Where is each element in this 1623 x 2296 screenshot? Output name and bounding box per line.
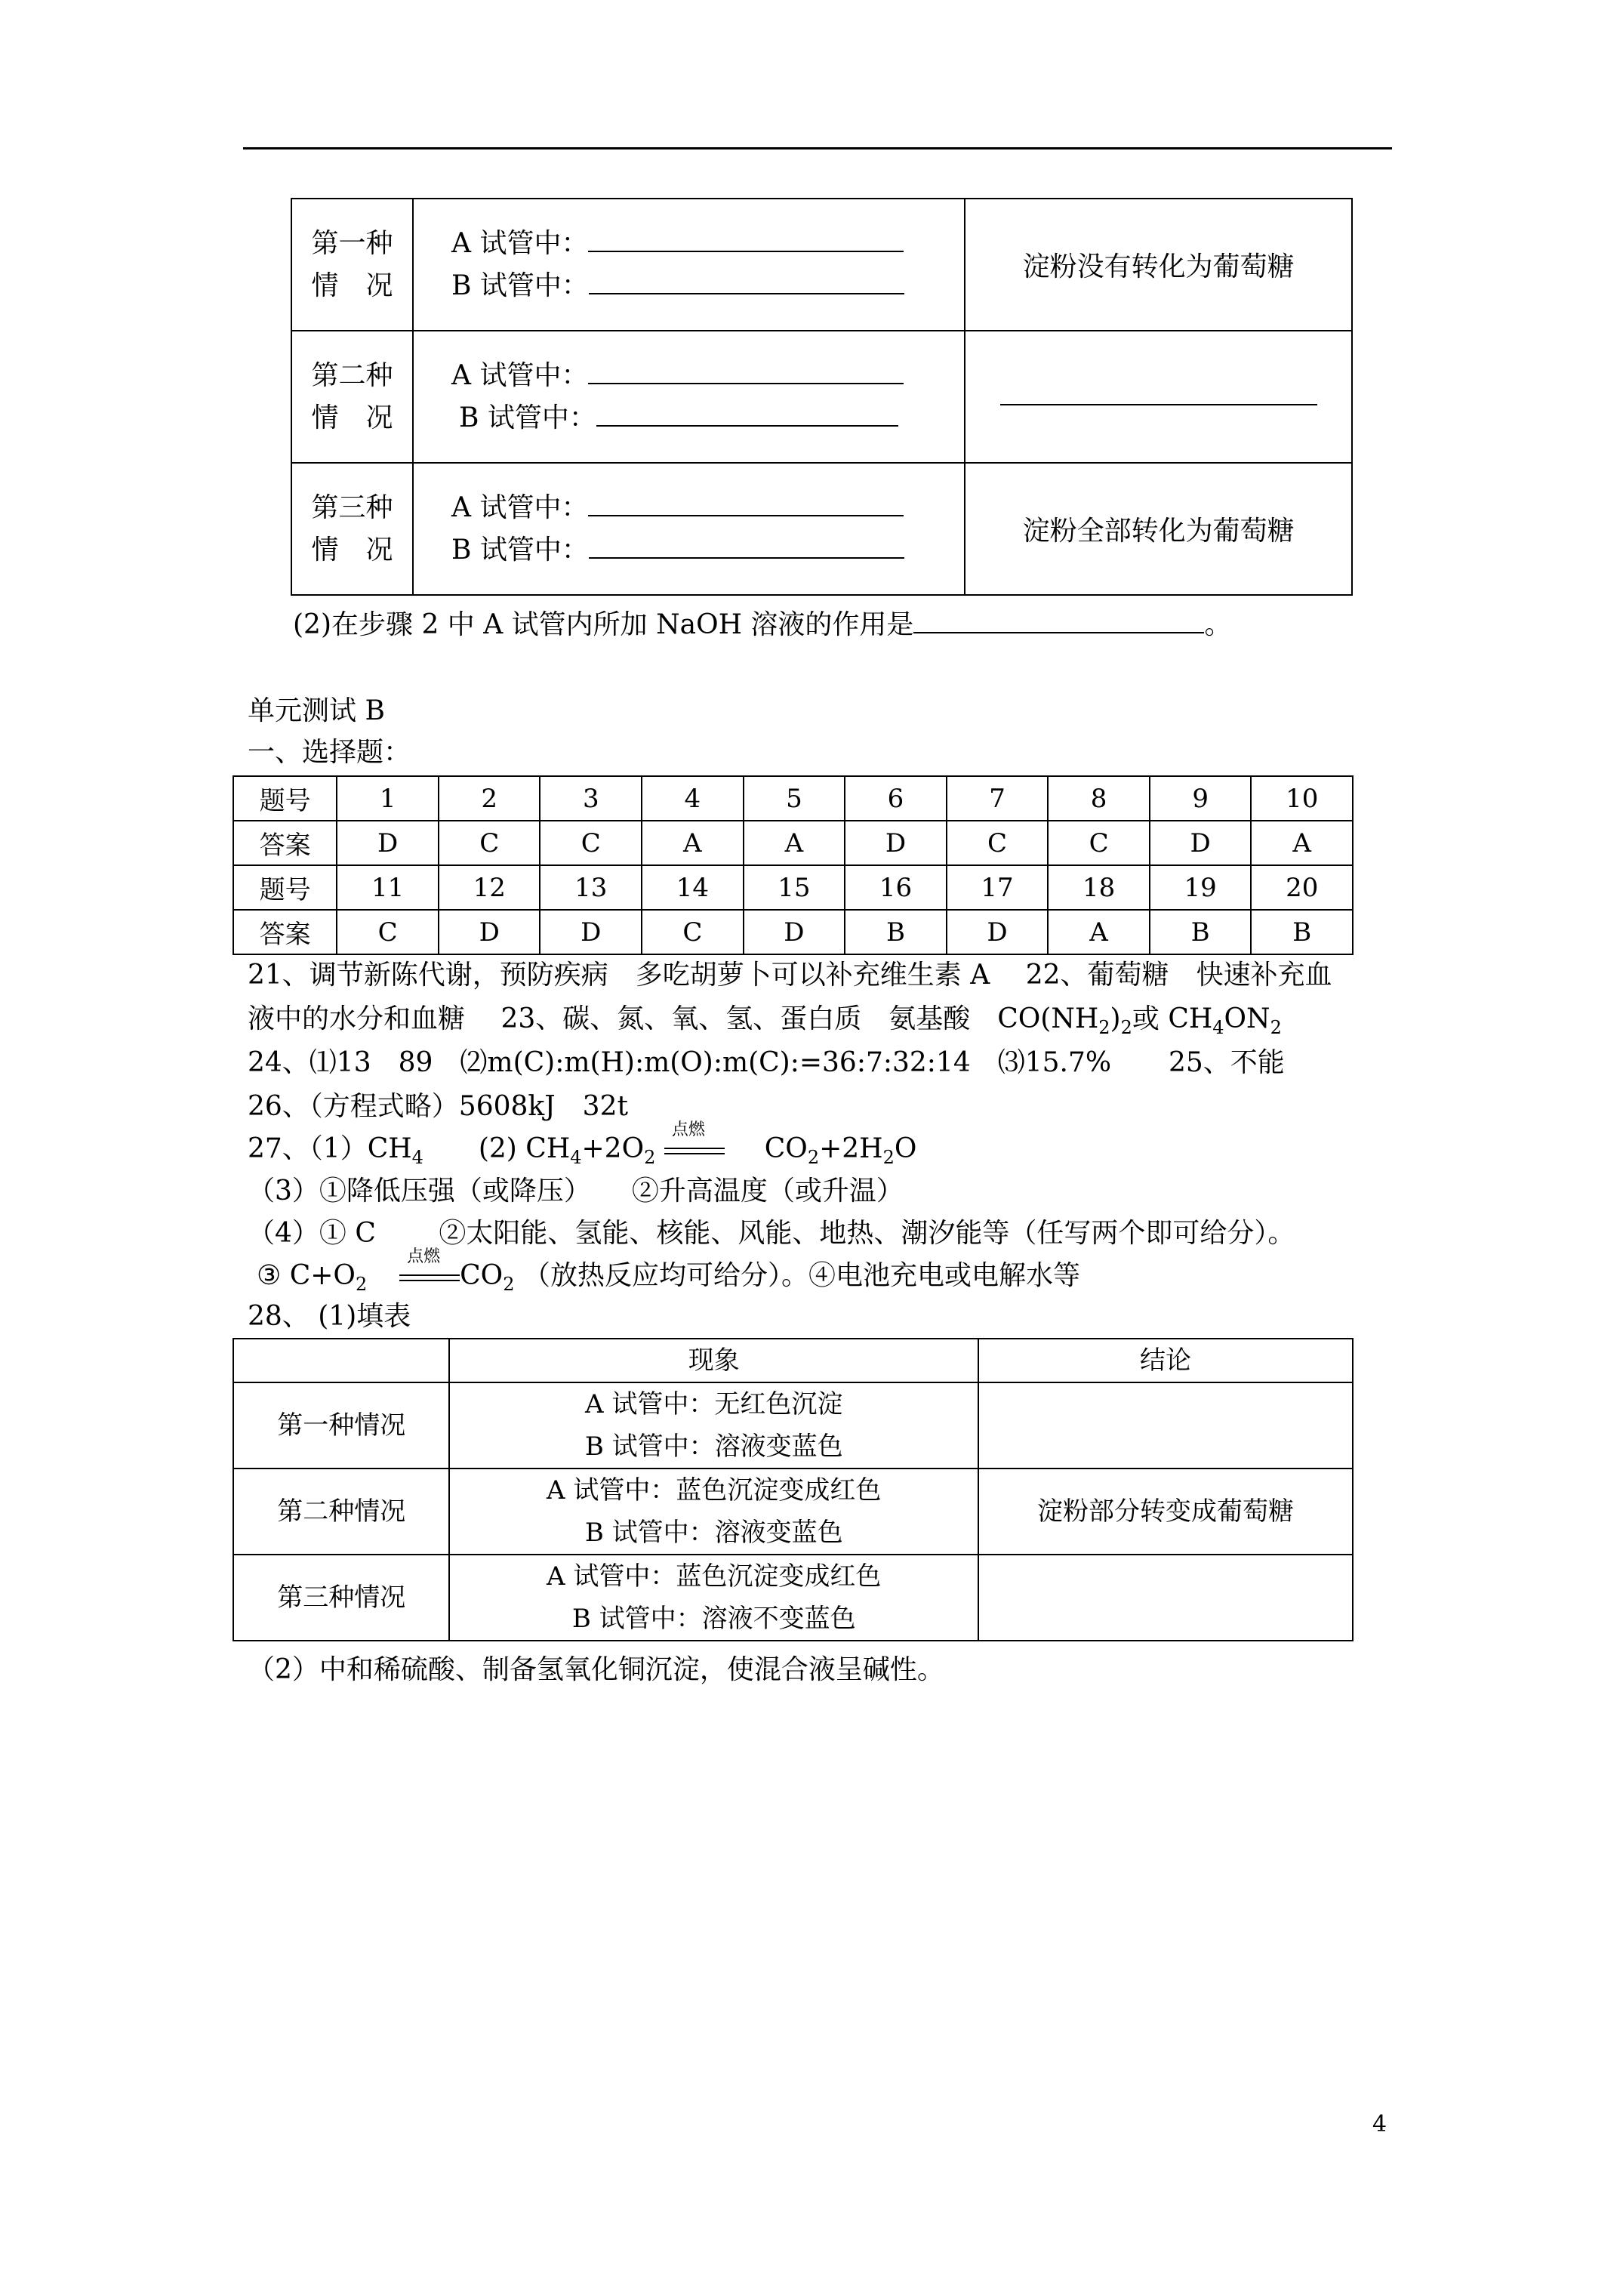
conclusion-cell: 淀粉全部转化为葡萄糖 bbox=[965, 463, 1352, 595]
header-rule bbox=[243, 147, 1392, 149]
conclusion-cell: 淀粉没有转化为葡萄糖 bbox=[965, 199, 1352, 331]
table-row bbox=[233, 1555, 1353, 1641]
final-answer: （2）中和稀硫酸、制备氢氧化铜沉淀，使混合液呈碱性。 bbox=[248, 1654, 944, 1685]
phenomenon-cell: A 试管中：蓝色沉淀变成红色 B 试管中：溶液不变蓝色 bbox=[449, 1555, 978, 1641]
table-row: 答案 C D D C D B D A B B bbox=[233, 910, 1353, 954]
conclusion-cell bbox=[978, 1555, 1353, 1641]
table-row: 题号 11 12 13 14 15 16 17 18 19 20 bbox=[233, 865, 1353, 910]
answer-line-28: 28、 (1)填表 bbox=[248, 1301, 411, 1332]
table-row bbox=[291, 463, 1352, 595]
answer-line-21: 21、调节新陈代谢，预防疾病 多吃胡萝卜可以补充维生素 A 22、葡萄糖 快速补充血 bbox=[248, 960, 1332, 991]
answer-line-27: 27、$(1)CH_4$ (2) $CH_4+2O_2$ 点燃 $CO_2+2H_2O$ bbox=[248, 1120, 917, 1168]
answer-line-27-4: （4）① C ②太阳能、氢能、核能、风能、地热、潮汐能等（任写两个即可给分）。 bbox=[248, 1218, 1295, 1249]
case-cell: 第三种 情 况 bbox=[291, 463, 413, 595]
case-cell: 第一种情况 bbox=[233, 1382, 449, 1469]
experiment-table bbox=[291, 198, 1353, 596]
observation-cell: A 试管中： B 试管中： bbox=[413, 199, 965, 331]
case-cell: 第一种 情 况 bbox=[291, 199, 413, 331]
conclusion-header: 结论 bbox=[978, 1339, 1353, 1382]
empty-header-cell bbox=[233, 1339, 449, 1382]
phenomenon-cell: A 试管中：无红色沉淀 B 试管中：溶液变蓝色 bbox=[449, 1382, 978, 1469]
answer-blank bbox=[589, 293, 904, 294]
table-row bbox=[291, 331, 1352, 463]
observation-cell: A 试管中： B 试管中： bbox=[413, 463, 965, 595]
table-row bbox=[291, 199, 1352, 331]
answer-blank bbox=[589, 557, 904, 559]
section-title: 单元测试 B bbox=[248, 695, 385, 726]
answer-blank bbox=[588, 515, 904, 516]
answer-blank bbox=[1000, 404, 1317, 405]
answer-line-22: 液中的水分和血糖 23、碳、氮、氧、氢、蛋白质 氨基酸 $CO(NH_2)_2$或 $CH_4ON_2$ bbox=[248, 1003, 1282, 1038]
table-row: 答案 D C C A A D C C D A bbox=[233, 821, 1353, 865]
result-table bbox=[233, 1338, 1354, 1641]
conclusion-cell bbox=[978, 1382, 1353, 1469]
question-2: (2)在步骤 2 中 A 试管内所加 NaOH 溶液的作用是 。 bbox=[293, 609, 1232, 640]
answer-blank bbox=[596, 425, 898, 427]
case-cell: 第二种 情 况 bbox=[291, 331, 413, 463]
answer-blank bbox=[913, 632, 1204, 633]
answer-grid bbox=[233, 775, 1354, 955]
table-row bbox=[233, 1469, 1353, 1555]
page-number: 4 bbox=[1372, 2111, 1387, 2137]
phenomenon-header: 现象 bbox=[449, 1339, 978, 1382]
conclusion-cell: 淀粉部分转变成葡萄糖 bbox=[978, 1469, 1353, 1555]
phenomenon-cell: A 试管中：蓝色沉淀变成红色 B 试管中：溶液变蓝色 bbox=[449, 1469, 978, 1555]
observation-cell: A 试管中： B 试管中： bbox=[413, 331, 965, 463]
case-cell: 第三种情况 bbox=[233, 1555, 449, 1641]
answer-line-27-3: （3）①降低压强（或降压） ②升高温度（或升温） bbox=[248, 1176, 904, 1207]
table-row bbox=[233, 1339, 1353, 1382]
answer-blank bbox=[588, 383, 904, 384]
part-title: 一、选择题： bbox=[248, 737, 411, 768]
reaction-condition: 点燃 bbox=[664, 1137, 725, 1164]
answer-line-27-5: ③ $C+O_2$ 点燃 $CO_2$ （放热反应均可给分）。④电池充电或电解水等 bbox=[257, 1247, 1080, 1295]
answer-line-24: 24、⑴13 89 ⑵m(C):m(H):m(O):m(C):=36:7:32:14 ⑶15.7% bbox=[248, 1047, 1112, 1078]
table-row: 题号 1 2 3 4 5 6 7 8 9 10 bbox=[233, 776, 1353, 821]
conclusion-cell bbox=[965, 331, 1352, 463]
reaction-condition: 点燃 bbox=[399, 1264, 460, 1291]
table-row bbox=[233, 1382, 1353, 1469]
answer-blank bbox=[588, 251, 904, 252]
answer-line-26: 26、（方程式略）5608kJ 32t bbox=[248, 1091, 628, 1122]
case-cell: 第二种情况 bbox=[233, 1469, 449, 1555]
answer-line-25: 25、不能 bbox=[1169, 1047, 1285, 1078]
